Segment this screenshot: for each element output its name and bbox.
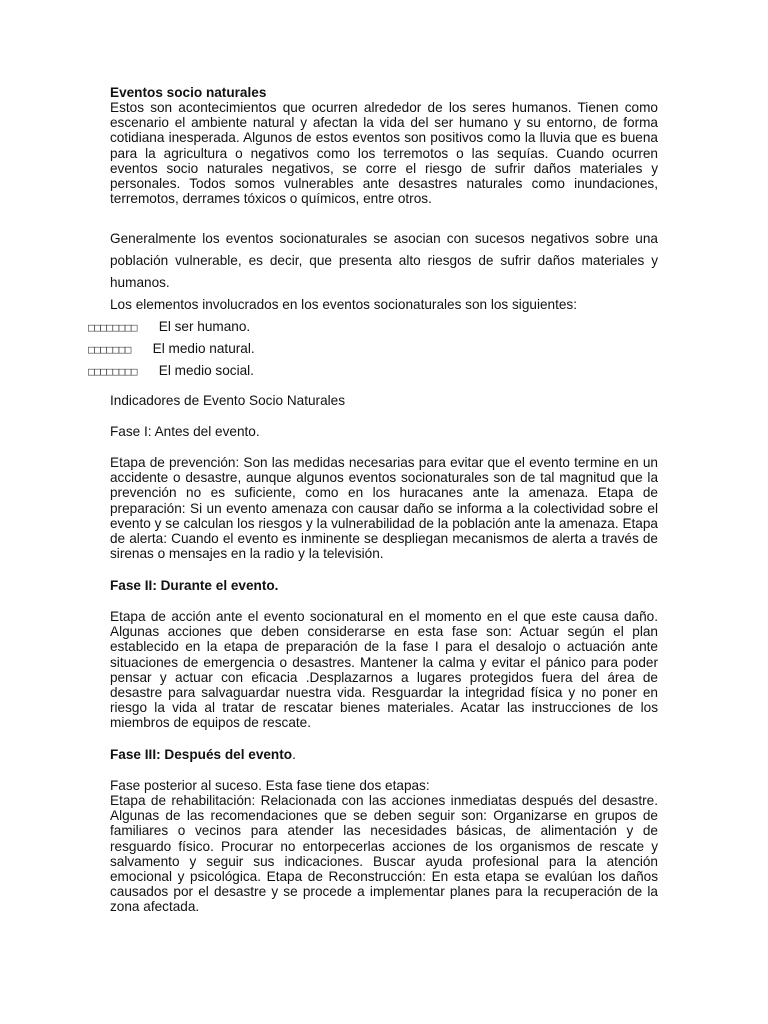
bullet-marker-icon: □□□□□□□□	[88, 365, 137, 378]
paragraph-generalmente: Generalmente los eventos socionaturales se asocian con sucesos negativos sobre una población vulnerable, es decir, que presenta alto riesgos de sufrir daños materiales y humanos.	[110, 231, 658, 290]
phase1-title: Fase I: Antes del evento.	[110, 424, 260, 439]
phase2-title: Fase II: Durante el evento.	[110, 578, 279, 593]
section-title-eventos: Eventos socio naturales	[110, 85, 267, 100]
paragraph-elementos-intro: Los elementos involucrados en los eventos socionaturales son los siguientes:	[110, 297, 577, 312]
phase3-title-period: .	[292, 747, 296, 762]
phase3-body: Etapa de rehabilitación: Relacionada con las acciones inmediatas después del desastre. Algunas de las recomendaciones que se deben seguir son: Organizarse en grupos de familiares o vecinos para atender las necesidades básicas, de alimentación y de resguardo físico. Procurar no entorpecerlas acciones de los organismos de rescate y salvamento y seguir sus indicaciones. Buscar ayuda profesional para la atención emocional y psicológica. Etapa de Reconstrucción: En esta etapa se evalúan los daños causados por el desastre y se procede a implementar planes para la recuperación de la zona afectada.	[110, 793, 658, 915]
list-item-label: El medio natural.	[152, 341, 255, 356]
bullet-marker-icon: □□□□□□□	[88, 343, 131, 356]
list-item	[88, 341, 255, 357]
phase2-body: Etapa de acción ante el evento socionatural en el momento en el que este causa daño. Algunas acciones que deben considerarse en esta fase son: Actuar según el plan establecido en la etapa de preparación de la fase I para el desalojo o actuación ante situaciones de emergencia o desastres. Mantener la calma y evitar el pánico para poder pensar y actuar con eficacia .Desplazarnos a lugares protegidos fuera del área de desastre para salvaguardar nuestra vida. Resguardar la integridad física y no poner en riesgo la vida al tratar de rescatar bienes materiales. Acatar las instrucciones de los miembros de equipos de rescate.	[110, 609, 658, 731]
list-item-label: El medio social.	[158, 363, 254, 378]
phase3-intro: Fase posterior al suceso. Esta fase tiene dos etapas:	[110, 778, 430, 793]
phase3-title: Fase III: Después del evento	[110, 747, 293, 762]
paragraph-eventos-intro: Estos son acontecimientos que ocurren alrededor de los seres humanos. Tienen como escenario el ambiente natural y afectan la vida del ser humano y su entorno, de forma cotidiana inesperada. Algunos de estos eventos son positivos como la lluvia que es buena para la agricultura o negativos como los terremotos o las sequías. Cuando ocurren eventos socio naturales negativos, se corre el riesgo de sufrir daños materiales y personales. Todos somos vulnerables ante desastres naturales como inundaciones, terremotos, derrames tóxicos o químicos, entre otros.	[110, 100, 658, 207]
list-item-label: El ser humano.	[158, 319, 251, 334]
indicators-title: Indicadores de Evento Socio Naturales	[110, 393, 346, 408]
phase3-heading	[110, 747, 658, 762]
bullet-marker-icon: □□□□□□□□	[88, 321, 137, 334]
list-item	[88, 363, 254, 379]
phase1-body: Etapa de prevención: Son las medidas necesarias para evitar que el evento termine en un accidente o desastre, aunque algunos eventos socionaturales son de tal magnitud que la prevención no es suficiente, como en los huracanes ante la amenaza. Etapa de preparación: Si un evento amenaza con causar daño se informa a la colectividad sobre el evento y se calculan los riesgos y la vulnerabilidad de la población ante la amenaza. Etapa de alerta: Cuando el evento es inminente se despliegan mecanismos de alerta a través de sirenas o mensajes en la radio y la televisión.	[110, 455, 658, 562]
list-item	[88, 319, 250, 335]
